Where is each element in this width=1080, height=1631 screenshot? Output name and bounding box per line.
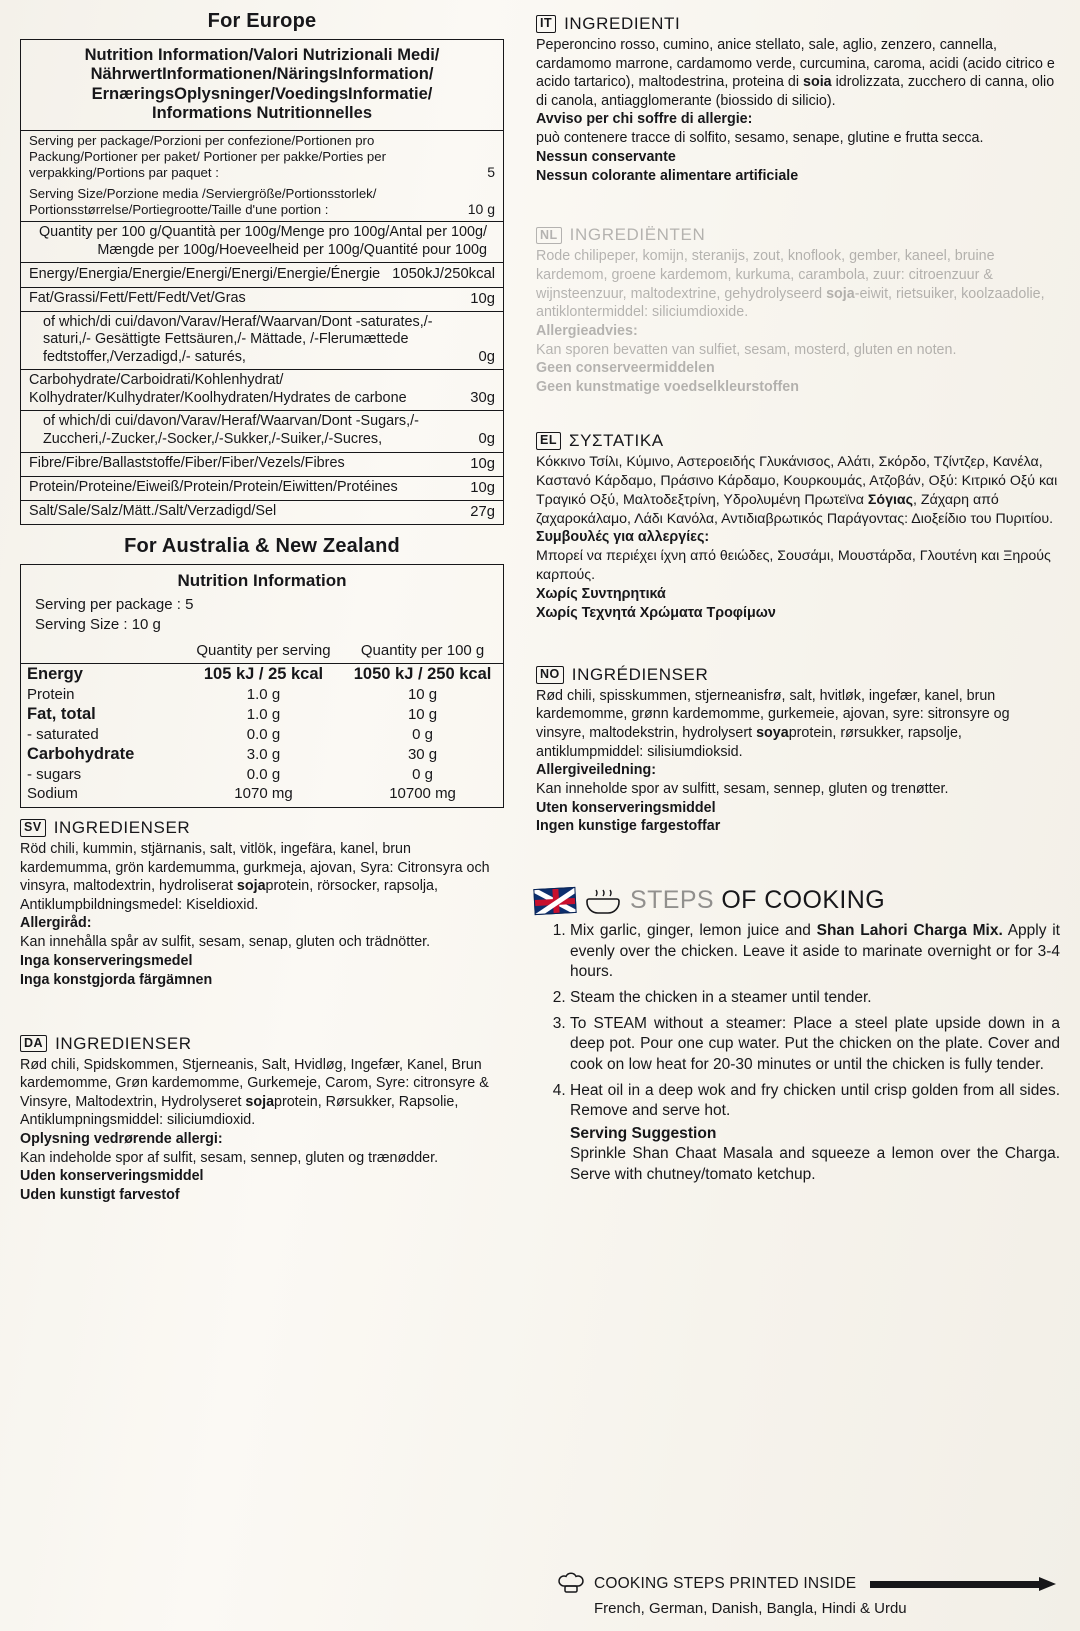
footer-line-2: French, German, Danish, Bangla, Hindi & Urdu [594, 1600, 907, 1617]
allergy-text: Kan innehålla spår av sulfit, sesam, senap, gluten och trädnötter. [20, 934, 431, 951]
row-label: Serving per package/Porzioni per confezione/Portionen pro Packung/Portioner per paket/ Portioner per pakke/Porties per verpakking/Portions par paquet : [29, 132, 386, 181]
table-row [21, 477, 503, 500]
row-value: 1070 mg [234, 785, 293, 803]
language-tag: EL [536, 432, 561, 450]
row-label: Serving Size/Porzione media /Serviergröße/Portionsstorlek/ Portionsstørrelse/Portiegrootte/Taille d'une portion : [29, 186, 377, 218]
ingredients-header [536, 431, 1060, 451]
row-label: Energy/Energia/Energie/Energi/Energi/Energie/Énergie [29, 265, 381, 282]
claim-no-colours: Geen kunstmatige voedselkleurstoffen [536, 379, 799, 396]
row-label: of which/di cui/davon/Varav/Heraf/Waarvan/Dont -saturates,/- saturi,/- Gesättigte Fettsäuren,/- Mättade, /-Flerumættede fedtstoffer,/Verzadigd,/- saturés, [43, 313, 433, 365]
allergy-label: Avviso per chi soffre di allergie: [536, 111, 753, 128]
ingredients-text [536, 687, 1060, 761]
serving-suggestion-label: Serving Suggestion [570, 1124, 717, 1142]
ingredients-title: INGRÉDIENSER [571, 664, 709, 684]
row-value: 10g [470, 290, 495, 307]
left-column [12, 0, 512, 1631]
ingredients-header [20, 1034, 504, 1054]
ingredients-text-pre: Peperoncino rosso, cumino, anice stellato, sale, aglio, zenzero, cannella, cardamomo marrone, cardamomo verde, curcumina, caroma, acidi (acido citrico e acido tartarico), maltodestrina, proteina di [536, 37, 1055, 91]
claim-no-preservatives: Inga konserveringsmedel [20, 952, 193, 969]
anz-table-title: Nutrition Information [177, 570, 347, 590]
row-value: 10 g [467, 201, 495, 218]
ingredients-text-pre: Röd chili, kummin, stjärnanis, salt, vitlök, ingefära, kanel, brun kardemumma, grön kardemumma, gurkmeja, ajovan, Syra: Citronsyra och vinsyra, maltodextrin, hydroliserat [20, 841, 490, 895]
step-text-pre: Heat oil in a deep wok and fry chicken until crisp golden from all sides. Remove and serve hot. [570, 1081, 1060, 1120]
step-text-pre: To STEAM without a steamer: Place a steel plate upside down in a deep pot. Pour one cup water. Put the chicken on the plate. Cover and cook on low heat for 20-30 minutes or until the chicken is fully tender. [570, 1014, 1060, 1073]
table-row [21, 370, 503, 410]
row-value: 0.0 g [246, 726, 281, 744]
row-label: Salt/Sale/Salz/Mätt./Salt/Verzadigd/Sel [29, 503, 277, 520]
row-value: 1.0 g [246, 706, 281, 724]
heading-line: NährwertInformationen/NäringsInformation/ [90, 65, 434, 84]
row-label: Energy [27, 665, 83, 684]
table-row [21, 501, 503, 524]
ingredients-text-post: protein, Rørsukker, Rapsolie, Antiklumpningsmiddel: siliciumdioxid. [20, 1093, 459, 1129]
ingredients-text-post: -eiwit, rietsuiker, koolzaadolie, antiklontermiddel: siliciumdioxide. [536, 285, 1045, 321]
row-value: 1050kJ/250kcal [392, 266, 495, 283]
ingredients-title: INGREDIENTI [564, 14, 681, 33]
row-value: 3.0 g [246, 746, 281, 764]
row-value: 1050 kJ / 250 kcal [353, 665, 492, 684]
table-row [21, 664, 503, 685]
ingredients-title: INGREDIËNTEN [569, 225, 706, 245]
ingredients-text-post: protein, rörsocker, rapsolja, Antiklumpbildningsmedel: Kiseldioxid. [20, 878, 438, 913]
claim-no-colours: Ingen kunstige fargestoffar [536, 818, 721, 835]
table-row [21, 744, 503, 765]
allergy-label: Allergiråd: [20, 915, 92, 932]
column-header: Quantity per 100 g [360, 642, 485, 660]
allergen-highlight: soja [826, 285, 855, 302]
row-value: 0g [478, 431, 495, 448]
language-tag: DA [20, 1035, 47, 1053]
steps-title [630, 886, 885, 915]
row-label: - saturated [27, 726, 99, 744]
list-item [570, 1081, 1060, 1186]
steps-title-soft: STEPS [630, 886, 714, 915]
anz-nutrition-table [20, 564, 504, 809]
ingredients-header [536, 665, 1060, 685]
ingredients-block-nl [536, 225, 1060, 396]
ingredients-block-el [536, 431, 1060, 623]
allergen-highlight: soja [245, 1093, 275, 1110]
ingredients-block-it [536, 14, 1060, 185]
row-value: 10g [470, 455, 495, 472]
language-tag: SV [20, 819, 46, 837]
anz-serving-size: Serving Size : 10 g [35, 615, 161, 633]
right-column [528, 0, 1068, 1631]
table-row [21, 704, 503, 725]
ingredients-text-post: protein, rørsukker, rapsolje, antiklumpmiddel: silisiumdioksid. [536, 724, 962, 760]
row-label: Quantity per 100 g/Quantità per 100g/Menge pro 100g/Antal per 100g/ Mængde per 100g/Hoeveelheid per 100g/Quantité pour 100g [38, 224, 487, 258]
anz-serving-per-package: Serving per package : 5 [35, 595, 194, 613]
allergen-highlight: Σόγιας [867, 491, 914, 508]
claim-no-preservatives: Uten konserveringsmiddel [536, 799, 716, 816]
row-value: 1.0 g [246, 686, 281, 704]
ingredients-text [536, 36, 1060, 110]
ingredients-text-post: , Ζάχαρη από ζαχαροκάλαμο, Λάδι Κανόλα, Αντιδιαβρωτικός Παράγοντας: Διοξείδιο του Πυριτίου. [536, 491, 1054, 527]
ingredients-header [536, 14, 1060, 34]
allergen-highlight: soja [236, 878, 266, 895]
row-value: 10700 mg [389, 785, 456, 803]
steps-header [534, 886, 1068, 915]
heading-line: Nutrition Information/Valori Nutrizionali Medi/ [84, 46, 440, 64]
table-row [21, 288, 503, 311]
column-header: Quantity per serving [196, 642, 331, 660]
ingredients-text [20, 840, 504, 914]
anz-region-title: For Australia & New Zealand [124, 534, 400, 557]
arrow-right-icon [870, 1577, 1056, 1591]
allergy-text: Kan indeholde spor af sulfit, sesam, sennep, gluten og trænødder. [20, 1149, 439, 1166]
row-value: 27g [470, 503, 495, 520]
row-value: 10 g [407, 686, 438, 704]
row-value: 0g [478, 349, 495, 366]
cooking-steps-list [548, 921, 1060, 1185]
language-tag: IT [536, 15, 556, 33]
claim-no-colours: Inga konstgjorda färgämnen [20, 971, 213, 988]
row-value: 5 [487, 164, 495, 181]
steps-of-cooking-section [528, 886, 1068, 1185]
row-label: Fat/Grassi/Fett/Fett/Fedt/Vet/Gras [29, 290, 246, 306]
table-row [21, 784, 503, 803]
row-value: 10g [470, 479, 495, 496]
claim-no-preservatives: Geen conserveermiddelen [536, 360, 715, 377]
allergy-text: Kan sporen bevatten van sulfiet, sesam, mosterd, gluten en noten. [536, 341, 957, 358]
allergy-label: Allergieadvies: [536, 322, 638, 339]
ingredients-text [536, 453, 1060, 529]
column-header [21, 641, 185, 664]
allergy-text: Μπορεί να περιέχει ίχνη από θειώδες, Σουσάμι, Μουστάρδα, Γλουτένη και Ξηρούς καρπούς. [536, 548, 1051, 584]
language-tag: NL [536, 227, 562, 245]
cooking-pot-icon [586, 887, 620, 915]
row-value: 0 g [412, 766, 433, 784]
ingredients-title: ΣΥΣΤΑΤΙΚΑ [568, 430, 664, 450]
row-label: Sodium [27, 785, 78, 803]
ingredients-block-da [20, 1034, 504, 1205]
claim-no-colours: Nessun colorante alimentare artificiale [536, 167, 799, 184]
row-label: Protein [27, 686, 75, 704]
allergy-text: Kan inneholde spor av sulfitt, sesam, sennep, gluten og trenøtter. [536, 780, 949, 797]
steps-title-rest: OF COOKING [713, 886, 886, 915]
allergy-label: Allergiveiledning: [536, 762, 656, 779]
table-row [21, 411, 503, 451]
row-value: 0.0 g [246, 766, 281, 784]
ingredients-text-pre: Rød chili, Spidskommen, Stjerneanis, Salt, Hvidløg, Ingefær, Kanel, Brun kardemomme, Grøn kardemomme, Gurkemeje, Carom, Syre: citronsyre & Vinsyre, Maltodextrin, Hydrolyseret [20, 1056, 489, 1110]
ingredients-block-sv [20, 818, 504, 989]
step-text-pre: Steam the chicken in a steamer until tender. [570, 989, 872, 1007]
row-label: Protein/Proteine/Eiweiß/Protein/Protein/Eiwitten/Protéines [29, 479, 398, 496]
ingredients-header [536, 225, 1060, 245]
allergy-label: Oplysning vedrørende allergi: [20, 1130, 223, 1147]
ingredients-header [20, 818, 504, 838]
uk-flag-icon [533, 887, 576, 915]
table-row [21, 131, 503, 184]
list-item [570, 921, 1060, 983]
europe-region-title: For Europe [207, 10, 317, 32]
chef-hat-icon [556, 1569, 586, 1599]
table-row [21, 184, 503, 221]
ingredients-text [536, 247, 1060, 321]
row-label: Fat, total [27, 705, 96, 724]
ingredients-block-no [536, 665, 1060, 836]
claim-no-colours: Uden kunstigt farvestof [20, 1187, 180, 1204]
footer-row [556, 1569, 1056, 1599]
row-label: of which/di cui/davon/Varav/Heraf/Waarvan/Dont -Sugars,/-Zuccheri,/-Zucker,/-Socker,/-Sukker,/-Suiker,/-Sucres, [43, 413, 419, 447]
table-row [21, 725, 503, 744]
step-text-pre: Mix garlic, ginger, lemon juice and [570, 922, 817, 940]
table-row [21, 312, 503, 370]
allergy-label: Συμβουλές για αλλεργίες: [536, 529, 710, 546]
ingredients-text-pre: Κόκκινο Τσίλι, Κύμινο, Αστεροειδής Γλυκάνισος, Αλάτι, Σκόρδο, Τζίντζερ, Κανέλα, Καστανό Κάρδαμο, Πράσινο Κάρδαμο, Κουρκουμάς, Ατζοβάν, Οξύ: Κιτρικό Οξύ και Τραγικό Οξύ, Μαλτοδεξτρίνη, Υδρολυμένη Πρωτεϊνα [536, 453, 1058, 508]
per-100g-header [21, 222, 503, 262]
list-item [570, 988, 1060, 1009]
claim-no-preservatives: Nessun conservante [536, 148, 676, 165]
table-row [21, 765, 503, 784]
heading-line: ErnæringsOplysninger/VoedingsInformatie/ [91, 84, 433, 103]
allergy-text: può contenere tracce di solfito, sesamo, senape, glutine e frutta secca. [536, 130, 984, 147]
claim-no-preservatives: Uden konserveringsmiddel [20, 1168, 204, 1185]
serving-suggestion-text: Sprinkle Shan Chaat Masala and squeeze a lemon over the Charga. Serve with chutney/tomato ketchup. [570, 1145, 1060, 1184]
table-row [21, 685, 503, 704]
list-item [570, 1014, 1060, 1076]
footer-line-1: COOKING STEPS PRINTED INSIDE [594, 1575, 857, 1592]
row-value: 30 g [407, 746, 438, 764]
allergen-highlight: soya [756, 724, 789, 741]
table-header-row [21, 641, 503, 664]
europe-nutrition-heading [21, 40, 503, 130]
europe-nutrition-table [20, 39, 504, 525]
step-text-post: Apply it evenly over the chicken. Leave it aside to marinate overnight or for 3-4 hours. [570, 922, 1060, 981]
language-tag: NO [536, 666, 564, 684]
heading-line: Informations Nutritionnelles [151, 104, 372, 123]
row-value: 30g [470, 390, 495, 407]
ingredients-title: INGREDIENSER [53, 818, 191, 838]
row-label: Carbohydrate/Carboidrati/Kohlenhydrat/ Kolhydrater/Kulhydrater/Koolhydraten/Hydrates de carbone [29, 372, 407, 406]
ingredients-title: INGREDIENSER [55, 1033, 192, 1053]
ingredients-text-post: idrolizzata, zucchero di canna, olio di canola, antiagglomerante (biossido di silicio). [536, 74, 1055, 109]
row-label: Fibre/Fibre/Ballaststoffe/Fiber/Fiber/Vezels/Fibres [29, 454, 345, 471]
product-name: Shan Lahori Charga Mix. [816, 922, 1003, 940]
table-row [21, 263, 503, 286]
table-row [21, 453, 503, 476]
allergen-highlight: soia [803, 74, 832, 91]
row-label: - sugars [27, 766, 82, 784]
ingredients-text [20, 1056, 504, 1130]
footer-note [556, 1569, 1056, 1617]
ingredients-text-pre: Rode chilipeper, komijn, steranijs, zout, knoflook, gember, kaneel, bruine kardemom, groene kardemom, kurkuma, carambola, zuur: citroenzuur & wijnsteenzuur, maltodextrine, gehydrolyseerd [536, 248, 995, 302]
ingredients-text-pre: Rød chili, spisskummen, stjerneanisfrø, salt, hvitløk, ingefær, kanel, brun kardemomme, grønn kardemomme, gurkemeie, ajovan, syre: sitronsyre og vinsyre, maltodekstrin, hydrolysert [536, 687, 1010, 741]
row-value: 10 g [407, 706, 438, 724]
claim-no-colours: Χωρίς Τεχνητά Χρώματα Τροφίμων [536, 604, 776, 621]
row-value: 105 kJ / 25 kcal [203, 665, 324, 684]
row-label: Carbohydrate [27, 745, 135, 764]
claim-no-preservatives: Χωρίς Συντηρητικά [536, 586, 666, 603]
row-value: 0 g [412, 726, 433, 744]
